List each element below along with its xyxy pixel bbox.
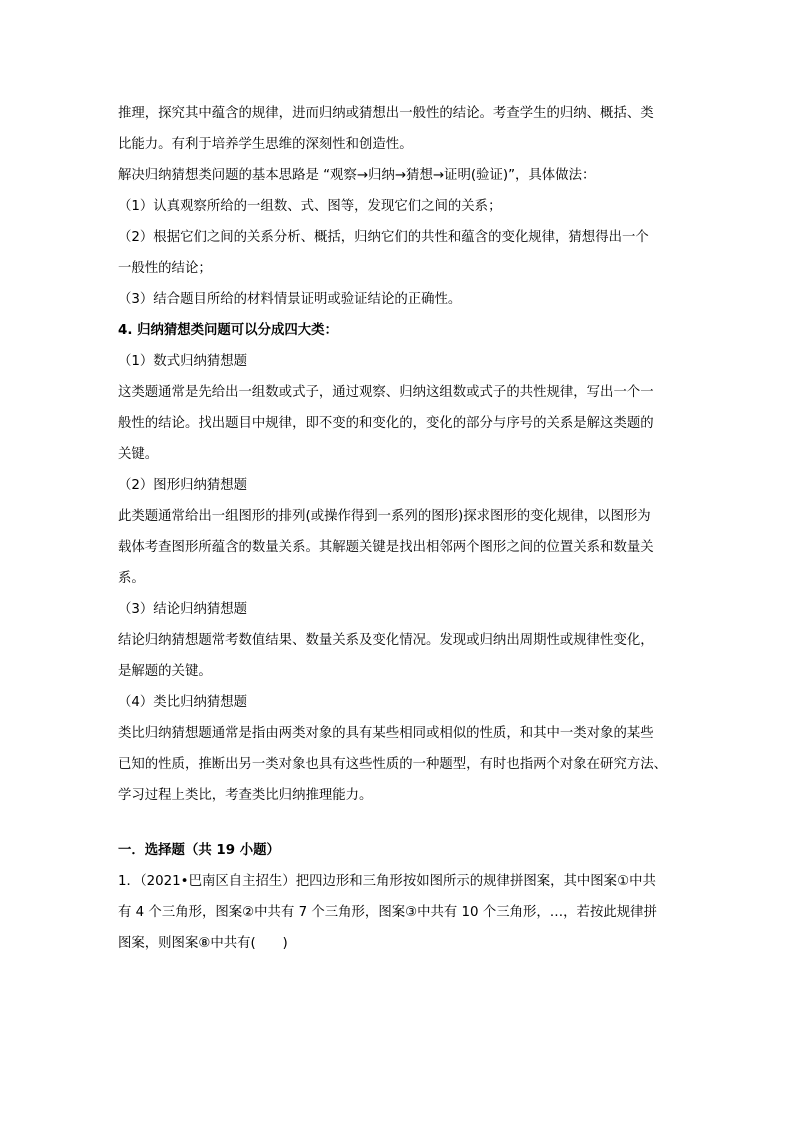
document-content: [118, 98, 680, 959]
category-2-line-1: 此类题通常给出一组图形的排列(或操作得到一系列的图形)探求图形的变化规律，以图形为: [118, 509, 651, 524]
section4-heading: 4. 归纳猜想类问题可以分成四大类：: [118, 323, 338, 338]
intro-line-3: 解决归纳猜想类问题的基本思路是 “观察→归纳→猜想→证明(验证)”，具体做法：: [118, 168, 596, 183]
category-4-title: （4）类比归纳猜想题: [118, 695, 248, 710]
category-1-line-2: 般性的结论。找出题目中规律，即不变的和变化的，变化的部分与序号的关系是解这类题的: [118, 416, 654, 431]
intro-line-6: 一般性的结论；: [118, 261, 212, 276]
section-gap: [118, 811, 680, 835]
question-1-line-3: 图案，则图案⑧中共有( ): [118, 936, 288, 951]
question-1-line-1: 1．（2021•巴南区自主招生）把四边形和三角形按如图所示的规律拼图案，其中图案①中共: [118, 874, 656, 889]
category-2-line-3: 系。: [118, 571, 145, 586]
intro-line-1: 推理，探究其中蕴含的规律，进而归纳或猜想出一般性的结论。考查学生的归纳、概括、类: [118, 106, 654, 121]
category-3-line-2: 是解题的关键。: [118, 664, 212, 679]
category-1-title: （1）数式归纳猜想题: [118, 354, 248, 369]
intro-line-4: （1）认真观察所给的一组数、式、图等，发现它们之间的关系；: [118, 199, 502, 214]
intro-line-2: 比能力。有利于培养学生思维的深刻性和创造性。: [118, 137, 413, 152]
intro-line-7: （3）结合题目所给的材料情景证明或验证结论的正确性。: [118, 292, 462, 307]
question-1-line-2: 有 4 个三角形，图案②中共有 7 个三角形，图案③中共有 10 个三角形，…，若按此规律拼: [118, 905, 657, 920]
category-3-title: （3）结论归纳猜想题: [118, 602, 248, 617]
category-4-line-1: 类比归纳猜想题通常是指由两类对象的具有某些相同或相似的性质，和其中一类对象的某些: [118, 726, 654, 741]
category-4-line-3: 学习过程上类比，考查类比归纳推理能力。: [118, 788, 373, 803]
intro-line-5: （2）根据它们之间的关系分析、概括，归纳它们的共性和蕴含的变化规律，猜想得出一个: [118, 230, 649, 245]
category-4-line-2: 已知的性质，推断出另一类对象也具有这些性质的一种题型，有时也指两个对象在研究方法、: [118, 757, 668, 772]
section-title: 一．选择题（共 19 小题）: [118, 843, 280, 858]
category-1-line-3: 关键。: [118, 447, 159, 462]
category-3-line-1: 结论归纳猜想题常考数值结果、数量关系及变化情况。发现或归纳出周期性或规律性变化，: [118, 633, 654, 648]
category-2-line-2: 载体考查图形所蕴含的数量关系。其解题关键是找出相邻两个图形之间的位置关系和数量关: [118, 540, 654, 555]
category-1-line-1: 这类题通常是先给出一组数或式子，通过观察、归纳这组数或式子的共性规律，写出一个一: [118, 385, 654, 400]
category-2-title: （2）图形归纳猜想题: [118, 478, 248, 493]
